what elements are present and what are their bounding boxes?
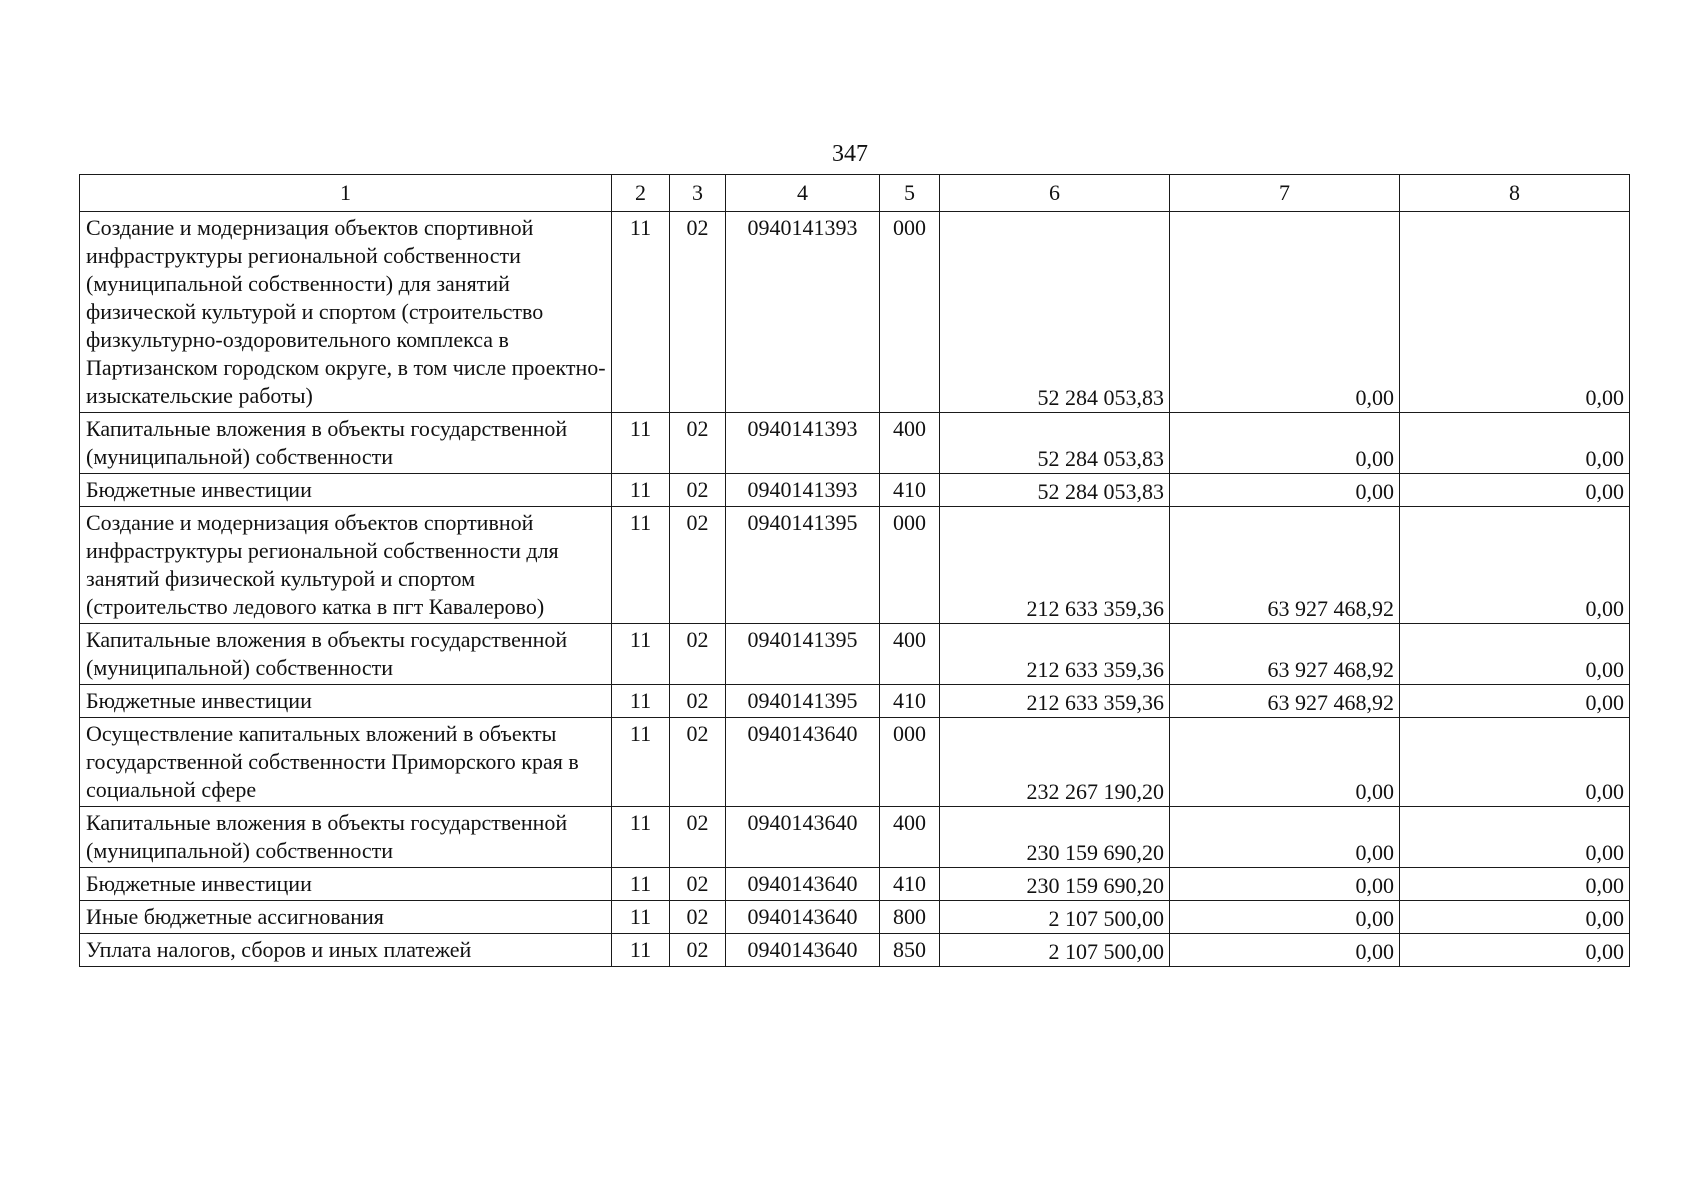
section-code: 11 <box>612 718 670 807</box>
amount-col-7: 0,00 <box>1170 718 1400 807</box>
table-row <box>80 685 1630 718</box>
amount-col-7: 0,00 <box>1170 807 1400 868</box>
amount-col-8: 0,00 <box>1400 685 1630 718</box>
column-header-6: 6 <box>940 175 1170 212</box>
table-row <box>80 934 1630 967</box>
amount-col-6: 52 284 053,83 <box>940 212 1170 413</box>
amount-col-8: 0,00 <box>1400 507 1630 624</box>
amount-col-6: 212 633 359,36 <box>940 685 1170 718</box>
amount-col-8: 0,00 <box>1400 868 1630 901</box>
amount-col-7: 0,00 <box>1170 413 1400 474</box>
expense-name: Иные бюджетные ассигнования <box>80 901 612 934</box>
expense-name: Осуществление капитальных вложений в объекты государственной собственности Приморского края в социальной сфере <box>80 718 612 807</box>
expense-type-code: 400 <box>880 413 940 474</box>
amount-col-7: 0,00 <box>1170 901 1400 934</box>
amount-col-6: 52 284 053,83 <box>940 413 1170 474</box>
section-code: 11 <box>612 685 670 718</box>
amount-col-8: 0,00 <box>1400 807 1630 868</box>
section-code: 11 <box>612 507 670 624</box>
subsection-code: 02 <box>670 868 726 901</box>
target-article-code: 0940143640 <box>726 868 880 901</box>
section-code: 11 <box>612 868 670 901</box>
expense-name: Капитальные вложения в объекты государственной (муниципальной) собственности <box>80 807 612 868</box>
column-header-8: 8 <box>1400 175 1630 212</box>
amount-col-6: 212 633 359,36 <box>940 624 1170 685</box>
section-code: 11 <box>612 413 670 474</box>
page-number: 347 <box>832 141 868 167</box>
expense-type-code: 400 <box>880 807 940 868</box>
amount-col-8: 0,00 <box>1400 901 1630 934</box>
header-row <box>80 175 1630 212</box>
target-article-code: 0940141393 <box>726 474 880 507</box>
table-row <box>80 868 1630 901</box>
table-row <box>80 507 1630 624</box>
expense-name: Бюджетные инвестиции <box>80 474 612 507</box>
target-article-code: 0940141395 <box>726 507 880 624</box>
amount-col-8: 0,00 <box>1400 624 1630 685</box>
amount-col-7: 0,00 <box>1170 474 1400 507</box>
subsection-code: 02 <box>670 212 726 413</box>
section-code: 11 <box>612 624 670 685</box>
expense-name: Бюджетные инвестиции <box>80 685 612 718</box>
amount-col-6: 212 633 359,36 <box>940 507 1170 624</box>
subsection-code: 02 <box>670 413 726 474</box>
expense-name: Капитальные вложения в объекты государственной (муниципальной) собственности <box>80 413 612 474</box>
subsection-code: 02 <box>670 901 726 934</box>
expense-type-code: 000 <box>880 212 940 413</box>
subsection-code: 02 <box>670 507 726 624</box>
subsection-code: 02 <box>670 685 726 718</box>
amount-col-8: 0,00 <box>1400 474 1630 507</box>
table-row <box>80 212 1630 413</box>
subsection-code: 02 <box>670 474 726 507</box>
expense-name: Создание и модернизация объектов спортивной инфраструктуры региональной собственности для занятий физической культурой и спортом (строительство ледового катка в пгт Кавалерово) <box>80 507 612 624</box>
target-article-code: 0940141393 <box>726 413 880 474</box>
expense-name: Бюджетные инвестиции <box>80 868 612 901</box>
expense-type-code: 000 <box>880 718 940 807</box>
target-article-code: 0940143640 <box>726 807 880 868</box>
expense-type-code: 410 <box>880 474 940 507</box>
expense-type-code: 000 <box>880 507 940 624</box>
amount-col-6: 2 107 500,00 <box>940 934 1170 967</box>
column-header-1: 1 <box>80 175 612 212</box>
expense-type-code: 410 <box>880 868 940 901</box>
table-row <box>80 413 1630 474</box>
amount-col-6: 230 159 690,20 <box>940 868 1170 901</box>
amount-col-6: 2 107 500,00 <box>940 901 1170 934</box>
amount-col-7: 63 927 468,92 <box>1170 624 1400 685</box>
amount-col-6: 232 267 190,20 <box>940 718 1170 807</box>
target-article-code: 0940141395 <box>726 624 880 685</box>
table-row <box>80 807 1630 868</box>
amount-col-7: 63 927 468,92 <box>1170 685 1400 718</box>
section-code: 11 <box>612 474 670 507</box>
section-code: 11 <box>612 807 670 868</box>
amount-col-6: 52 284 053,83 <box>940 474 1170 507</box>
target-article-code: 0940143640 <box>726 718 880 807</box>
expense-name: Уплата налогов, сборов и иных платежей <box>80 934 612 967</box>
section-code: 11 <box>612 934 670 967</box>
amount-col-8: 0,00 <box>1400 934 1630 967</box>
amount-col-7: 0,00 <box>1170 934 1400 967</box>
amount-col-8: 0,00 <box>1400 212 1630 413</box>
table-row <box>80 474 1630 507</box>
amount-col-7: 63 927 468,92 <box>1170 507 1400 624</box>
section-code: 11 <box>612 212 670 413</box>
column-header-4: 4 <box>726 175 880 212</box>
table-row <box>80 901 1630 934</box>
subsection-code: 02 <box>670 718 726 807</box>
subsection-code: 02 <box>670 807 726 868</box>
target-article-code: 0940143640 <box>726 901 880 934</box>
column-header-3: 3 <box>670 175 726 212</box>
column-header-7: 7 <box>1170 175 1400 212</box>
expense-name: Капитальные вложения в объекты государственной (муниципальной) собственности <box>80 624 612 685</box>
target-article-code: 0940141395 <box>726 685 880 718</box>
amount-col-8: 0,00 <box>1400 718 1630 807</box>
column-header-5: 5 <box>880 175 940 212</box>
budget-table <box>79 174 1630 967</box>
expense-type-code: 800 <box>880 901 940 934</box>
subsection-code: 02 <box>670 624 726 685</box>
target-article-code: 0940141393 <box>726 212 880 413</box>
amount-col-7: 0,00 <box>1170 212 1400 413</box>
amount-col-7: 0,00 <box>1170 868 1400 901</box>
expense-type-code: 850 <box>880 934 940 967</box>
table-row <box>80 718 1630 807</box>
table-row <box>80 624 1630 685</box>
expense-type-code: 400 <box>880 624 940 685</box>
column-header-2: 2 <box>612 175 670 212</box>
expense-name: Создание и модернизация объектов спортивной инфраструктуры региональной собственности (муниципальной собственности) для занятий физической культурой и спортом (строительство физкультурно-оздоровительного комплекса в Партизанском городском округе, в том числе проектно-изыскательские работы) <box>80 212 612 413</box>
target-article-code: 0940143640 <box>726 934 880 967</box>
amount-col-8: 0,00 <box>1400 413 1630 474</box>
amount-col-6: 230 159 690,20 <box>940 807 1170 868</box>
section-code: 11 <box>612 901 670 934</box>
subsection-code: 02 <box>670 934 726 967</box>
expense-type-code: 410 <box>880 685 940 718</box>
